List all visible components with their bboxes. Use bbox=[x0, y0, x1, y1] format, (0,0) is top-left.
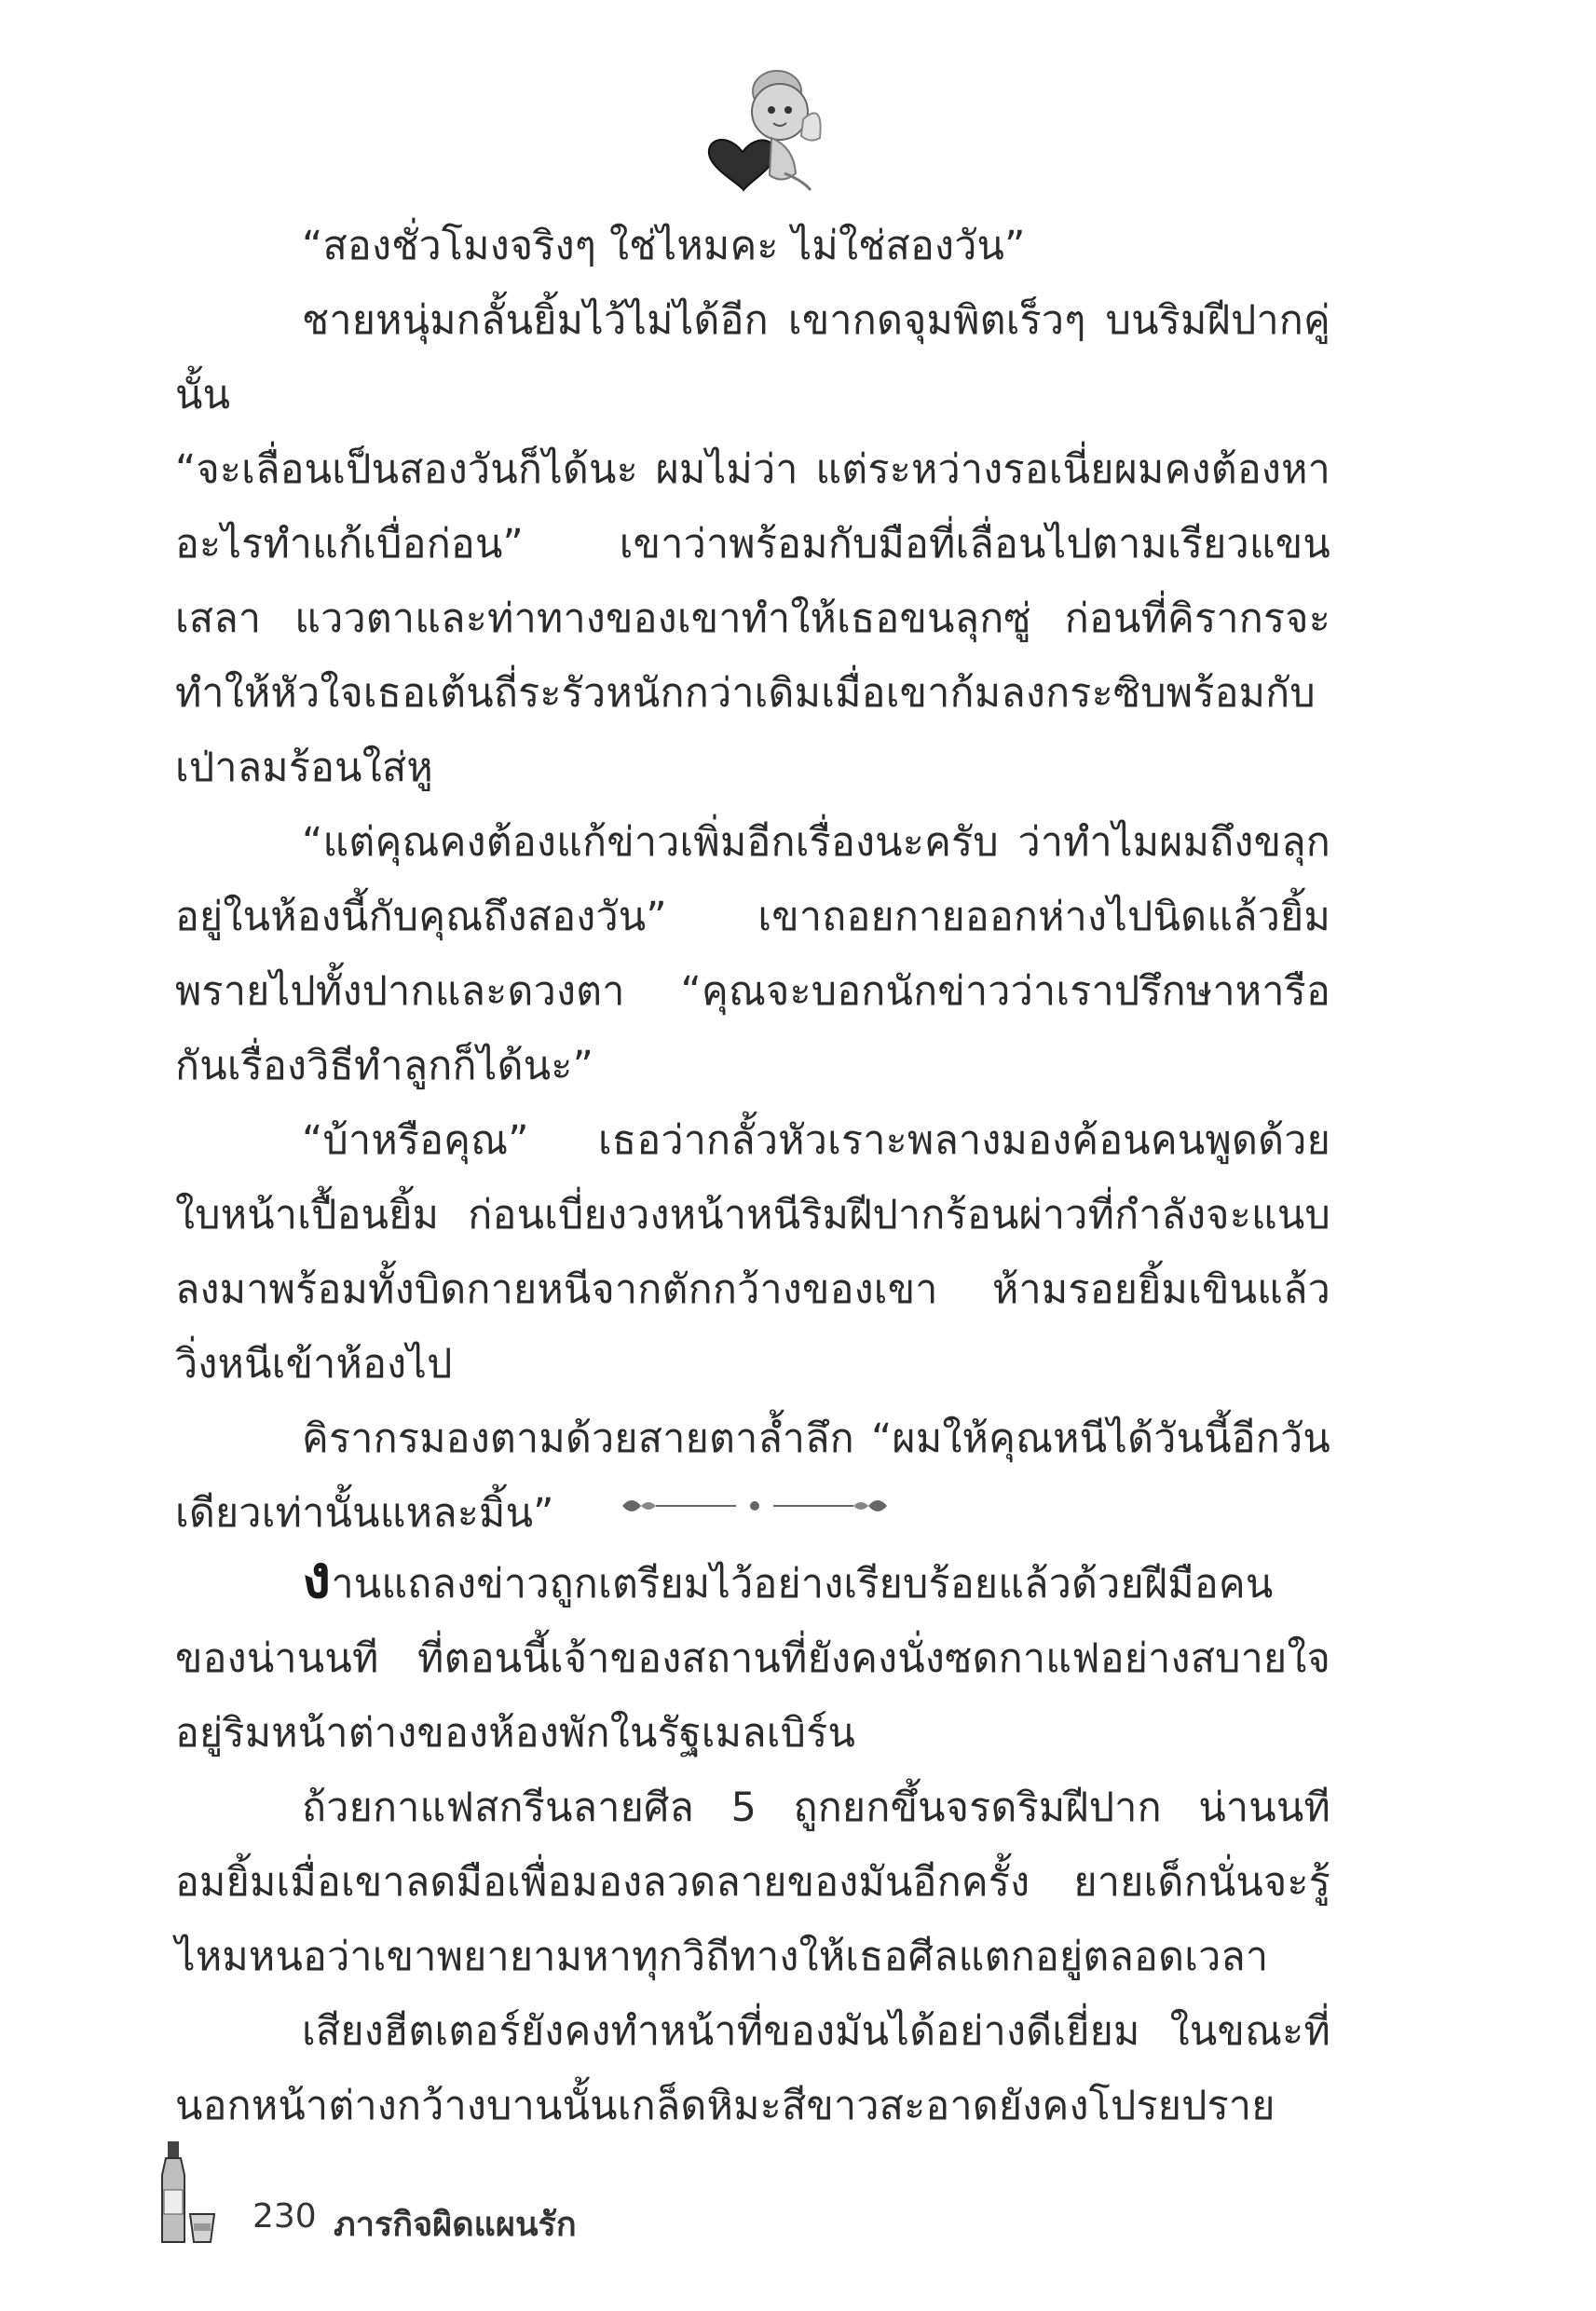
page-number: 230 bbox=[252, 2197, 317, 2236]
paragraph: “สองชั่วโมงจริงๆ ใช่ไหมคะ ไม่ใช่สองวัน” bbox=[302, 223, 1026, 269]
section-2-text bbox=[175, 1543, 1330, 2143]
paragraph: “แต่คุณคงต้องแก้ข่าวเพิ่มอีกเรื่องนะครับ ว่าทำไมผมถึงขลุกอยู่ในห้องนี้กับคุณถึงสองวัน” เขาถอยกายออกห่างไปนิดแล้วยิ้มพรายไปทั้งปากและดวงตา “คุณจะบอกนักข่าวว่าเราปรึกษาหารือกันเรื่องวิธีทำลูกก็ได้นะ” bbox=[175, 819, 1330, 1089]
paragraph: “บ้าหรือคุณ” เธอว่ากลั้วหัวเราะพลางมองค้อนคนพูดด้วยใบหน้าเปื้อนยิ้ม ก่อนเบี่ยงวงหน้าหนีริมฝีปากร้อนผ่าวที่กำลังจะแนบลงมาพร้อมทั้งบิดกายหนีจากตักกว้างของเขา ห้ามรอยยิ้มเขินแล้ววิ่งหนีเข้าห้องไป bbox=[175, 1117, 1330, 1388]
section-divider-icon bbox=[615, 1487, 894, 1525]
paragraph-text: านแถลงข่าวถูกเตรียมไว้อย่างเรียบร้อยแล้วด้วยฝีมือคนของน่านนที ที่ตอนนี้เจ้าของสถานที่ยังคงนั่งซดกาแฟอย่างสบายใจอยู่ริมหน้าต่างของห้องพักในรัฐเมลเบิร์น bbox=[175, 1561, 1330, 1757]
paragraph: ชายหนุ่มกลั้นยิ้มไว้ไม่ได้อีก เขากดจุมพิตเร็วๆ บนริมฝีปากคู่นั้น bbox=[175, 297, 1330, 418]
paragraph: ถ้วยกาแฟสกรีนลายศีล 5 ถูกยกขึ้นจรดริมฝีปาก น่านนทีอมยิ้มเมื่อเขาลดมือเพื่อมองลวดลายของมันอีกครั้ง ยายเด็กนั่นจะรู้ไหมหนอว่าเขาพยายามหาทุกวิถีทางให้เธอศีลแตกอยู่ตลอดเวลา bbox=[175, 1785, 1330, 1980]
section-1-text bbox=[175, 209, 1330, 1551]
book-title: ภารกิจผิดแผนรัก bbox=[334, 2206, 577, 2244]
paragraph: “จะเลื่อนเป็นสองวันก็ได้นะ ผมไม่ว่า แต่ระหว่างรอเนี่ยผมคงต้องหาอะไรทำแก้เบื่อก่อน” เขาว่าพร้อมกับมือที่เลื่อนไปตามเรียวแขนเสลา แววตาและท่าทางของเขาทำให้เธอขนลุกซู่ ก่อนที่คิรากรจะทำให้หัวใจเธอเต้นถี่ระรัวหนักกว่าเดิมเมื่อเขาก้มลงกระซิบพร้อมกับเป่าลมร้อนใส่หู bbox=[175, 446, 1330, 791]
cherub-heart-icon bbox=[691, 54, 831, 194]
paragraph: เสียงฮีตเตอร์ยังคงทำหน้าที่ของมันได้อย่างดีเยี่ยม ในขณะที่นอกหน้าต่างกว้างบานนั้นเกล็ดหิมะสีขาวสะอาดยังคงโปรยปราย bbox=[175, 2008, 1330, 2129]
bottle-glass-icon bbox=[155, 2141, 229, 2246]
paragraph: คิรากรมองตามด้วยสายตาล้ำลึก “ผมให้คุณหนีได้วันนี้อีกวันเดียวเท่านั้นแหละมิ้น” bbox=[175, 1415, 1330, 1537]
drop-cap: ง bbox=[302, 1543, 332, 1612]
paragraph-with-dropcap bbox=[175, 1543, 1330, 1771]
page-footer bbox=[155, 2141, 807, 2253]
